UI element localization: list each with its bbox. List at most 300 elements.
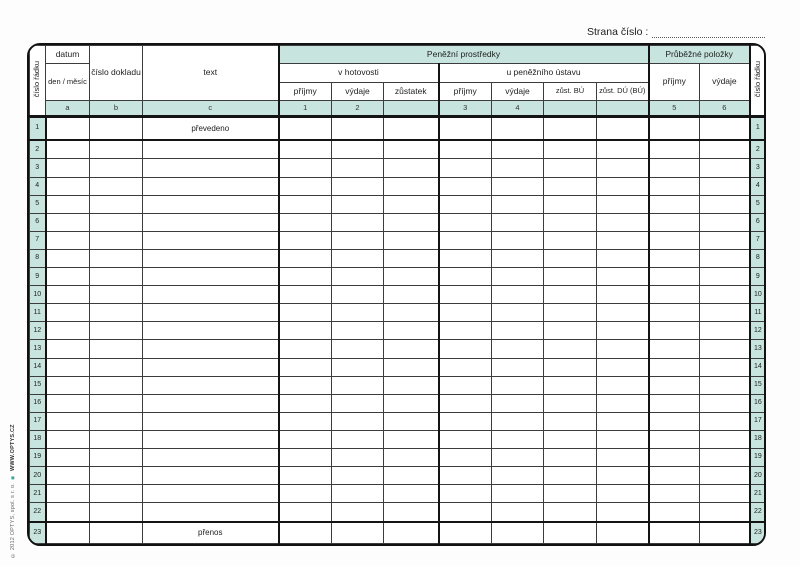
cell-prubezne-vydaje — [700, 268, 750, 286]
cell-hotovost-vydaje — [332, 177, 384, 195]
cell-prubezne-vydaje — [700, 177, 750, 195]
column-code-6: 6 — [700, 101, 750, 117]
cell-datum — [46, 322, 90, 340]
table-row — [30, 304, 766, 322]
row-number-right: 21 — [750, 485, 766, 503]
row-number-right: 13 — [750, 340, 766, 358]
cell-prubezne-prijmy — [649, 358, 700, 376]
row-number-right: 11 — [750, 304, 766, 322]
cell-zust-bu — [544, 159, 597, 177]
cell-text — [143, 448, 279, 466]
cell-hotovost-vydaje — [332, 231, 384, 249]
text-header: text — [143, 46, 279, 101]
cell-hotovost-vydaje — [332, 159, 384, 177]
column-code-b: b — [90, 101, 143, 117]
cell-prubezne-vydaje — [700, 467, 750, 485]
cell-zust-du — [597, 448, 649, 466]
cell-prubezne-prijmy — [649, 376, 700, 394]
cell-prubezne-vydaje — [700, 503, 750, 522]
cell-doklad — [90, 358, 143, 376]
row-number-right: 5 — [750, 195, 766, 213]
cell-zust-du — [597, 213, 649, 231]
prubezne-prijmy-header: příjmy — [649, 64, 700, 101]
row-number-left: 19 — [30, 448, 46, 466]
cell-hotovost-prijmy — [279, 503, 332, 522]
cell-doklad — [90, 268, 143, 286]
row-number-left: 6 — [30, 213, 46, 231]
row-number-right: 7 — [750, 231, 766, 249]
cell-hotovost-zustatek — [384, 117, 439, 140]
cell-prubezne-prijmy — [649, 117, 700, 140]
cell-doklad — [90, 117, 143, 140]
cell-zust-du — [597, 340, 649, 358]
table-row — [30, 485, 766, 503]
cell-zust-bu — [544, 412, 597, 430]
cell-ustav-vydaje — [492, 304, 544, 322]
cell-hotovost-zustatek — [384, 322, 439, 340]
cell-datum — [46, 159, 90, 177]
cell-hotovost-zustatek — [384, 159, 439, 177]
cell-prubezne-prijmy — [649, 430, 700, 448]
cell-zust-bu — [544, 503, 597, 522]
cell-prubezne-prijmy — [649, 268, 700, 286]
cell-ustav-prijmy — [439, 231, 492, 249]
cell-text — [143, 503, 279, 522]
cell-doklad — [90, 522, 143, 544]
cell-prubezne-prijmy — [649, 159, 700, 177]
cell-zust-bu — [544, 195, 597, 213]
table-row — [30, 268, 766, 286]
cell-zust-bu — [544, 231, 597, 249]
column-code-4: 4 — [492, 101, 544, 117]
cell-doklad — [90, 304, 143, 322]
hotovost-vydaje-header: výdaje — [332, 83, 384, 101]
row-number-left: 14 — [30, 358, 46, 376]
cell-prubezne-vydaje — [700, 140, 750, 159]
cell-prubezne-prijmy — [649, 286, 700, 304]
cell-text — [143, 394, 279, 412]
column-code-zustatek — [384, 101, 439, 117]
cell-prubezne-prijmy — [649, 522, 700, 544]
table-row — [30, 177, 766, 195]
cell-doklad — [90, 322, 143, 340]
cell-prubezne-prijmy — [649, 213, 700, 231]
cell-ustav-vydaje — [492, 358, 544, 376]
cell-hotovost-vydaje — [332, 340, 384, 358]
cell-zust-bu — [544, 358, 597, 376]
cell-ustav-vydaje — [492, 177, 544, 195]
cell-datum — [46, 485, 90, 503]
cell-prubezne-vydaje — [700, 231, 750, 249]
row-number-left: 4 — [30, 177, 46, 195]
cell-hotovost-vydaje — [332, 448, 384, 466]
column-code-a: a — [46, 101, 90, 117]
cell-datum — [46, 231, 90, 249]
cell-ustav-prijmy — [439, 117, 492, 140]
cell-text — [143, 213, 279, 231]
cell-zust-du — [597, 376, 649, 394]
cell-zust-bu — [544, 322, 597, 340]
cell-prubezne-vydaje — [700, 304, 750, 322]
row-number-right: 2 — [750, 140, 766, 159]
row-number-header-right: číslo řádku — [750, 46, 766, 117]
cell-ustav-prijmy — [439, 213, 492, 231]
cell-ustav-prijmy — [439, 503, 492, 522]
cell-prubezne-prijmy — [649, 448, 700, 466]
cell-hotovost-prijmy — [279, 522, 332, 544]
cell-hotovost-prijmy — [279, 195, 332, 213]
column-code-2: 2 — [332, 101, 384, 117]
cell-prubezne-prijmy — [649, 412, 700, 430]
cell-hotovost-zustatek — [384, 249, 439, 267]
cell-zust-du — [597, 268, 649, 286]
cell-text — [143, 430, 279, 448]
row-number-left: 12 — [30, 322, 46, 340]
column-code-5: 5 — [649, 101, 700, 117]
table-row — [30, 358, 766, 376]
v-hotovosti-header: v hotovosti — [279, 64, 439, 83]
cell-prubezne-prijmy — [649, 322, 700, 340]
cell-hotovost-zustatek — [384, 140, 439, 159]
cell-hotovost-prijmy — [279, 159, 332, 177]
cell-datum — [46, 177, 90, 195]
cell-zust-du — [597, 522, 649, 544]
cell-prubezne-prijmy — [649, 195, 700, 213]
cell-hotovost-zustatek — [384, 376, 439, 394]
cell-hotovost-prijmy — [279, 231, 332, 249]
cell-hotovost-prijmy — [279, 268, 332, 286]
cell-ustav-prijmy — [439, 286, 492, 304]
cell-hotovost-zustatek — [384, 412, 439, 430]
cell-hotovost-vydaje — [332, 286, 384, 304]
table-row — [30, 430, 766, 448]
cell-prubezne-vydaje — [700, 159, 750, 177]
cell-prubezne-vydaje — [700, 430, 750, 448]
datum-header: datum — [46, 46, 90, 64]
cell-hotovost-zustatek — [384, 485, 439, 503]
cell-datum — [46, 117, 90, 140]
cell-hotovost-vydaje — [332, 522, 384, 544]
cell-ustav-vydaje — [492, 286, 544, 304]
row-number-right: 4 — [750, 177, 766, 195]
table-row — [30, 503, 766, 522]
cell-doklad — [90, 394, 143, 412]
cell-text — [143, 159, 279, 177]
cell-hotovost-zustatek — [384, 522, 439, 544]
column-code-zust-bu — [544, 101, 597, 117]
cell-text — [143, 485, 279, 503]
cell-ustav-prijmy — [439, 467, 492, 485]
cell-text — [143, 322, 279, 340]
cell-ustav-prijmy — [439, 394, 492, 412]
cell-hotovost-zustatek — [384, 177, 439, 195]
cell-hotovost-vydaje — [332, 268, 384, 286]
row-number-left: 9 — [30, 268, 46, 286]
publisher-note — [7, 411, 19, 558]
cell-zust-bu — [544, 485, 597, 503]
page-number-field — [587, 26, 765, 38]
cell-ustav-prijmy — [439, 159, 492, 177]
cell-zust-bu — [544, 249, 597, 267]
publisher-website: WWW.OPTYS.CZ — [10, 424, 16, 471]
cell-ustav-vydaje — [492, 376, 544, 394]
cell-zust-du — [597, 231, 649, 249]
cell-ustav-vydaje — [492, 503, 544, 522]
cell-datum — [46, 340, 90, 358]
row-number-right: 22 — [750, 503, 766, 522]
row-number-right: 20 — [750, 467, 766, 485]
cell-zust-bu — [544, 177, 597, 195]
table-row — [30, 412, 766, 430]
cell-datum — [46, 140, 90, 159]
cell-datum — [46, 213, 90, 231]
cell-zust-du — [597, 304, 649, 322]
row-number-left: 20 — [30, 467, 46, 485]
cell-hotovost-prijmy — [279, 117, 332, 140]
cell-zust-bu — [544, 448, 597, 466]
cell-prubezne-vydaje — [700, 412, 750, 430]
cell-hotovost-zustatek — [384, 394, 439, 412]
cell-ustav-prijmy — [439, 522, 492, 544]
cell-hotovost-vydaje — [332, 358, 384, 376]
cell-hotovost-prijmy — [279, 213, 332, 231]
cell-zust-du — [597, 117, 649, 140]
cell-zust-bu — [544, 430, 597, 448]
cell-datum — [46, 503, 90, 522]
column-code-row — [30, 101, 766, 117]
cell-doklad — [90, 503, 143, 522]
row-number-right: 9 — [750, 268, 766, 286]
cell-doklad — [90, 195, 143, 213]
cell-hotovost-vydaje — [332, 322, 384, 340]
column-code-c: c — [143, 101, 279, 117]
cell-text — [143, 467, 279, 485]
cell-prubezne-vydaje — [700, 340, 750, 358]
cell-text: převedeno — [143, 117, 279, 140]
cell-doklad — [90, 231, 143, 249]
cell-hotovost-vydaje — [332, 304, 384, 322]
cell-text — [143, 140, 279, 159]
cell-hotovost-prijmy — [279, 322, 332, 340]
cell-prubezne-vydaje — [700, 322, 750, 340]
cell-ustav-vydaje — [492, 322, 544, 340]
cash-journal-table — [27, 43, 766, 546]
prubezne-polozky-header: Průběžné položky — [649, 46, 750, 64]
cell-datum — [46, 467, 90, 485]
cell-zust-du — [597, 503, 649, 522]
cell-zust-du — [597, 394, 649, 412]
cell-text: přenos — [143, 522, 279, 544]
cell-ustav-prijmy — [439, 340, 492, 358]
cell-prubezne-vydaje — [700, 448, 750, 466]
cell-hotovost-zustatek — [384, 448, 439, 466]
cell-doklad — [90, 159, 143, 177]
cell-hotovost-zustatek — [384, 358, 439, 376]
cell-hotovost-vydaje — [332, 467, 384, 485]
table-row — [30, 159, 766, 177]
cell-zust-bu — [544, 394, 597, 412]
cell-ustav-vydaje — [492, 394, 544, 412]
cell-hotovost-zustatek — [384, 231, 439, 249]
cell-hotovost-zustatek — [384, 430, 439, 448]
cell-hotovost-vydaje — [332, 249, 384, 267]
cell-ustav-vydaje — [492, 485, 544, 503]
cell-zust-du — [597, 177, 649, 195]
cell-datum — [46, 430, 90, 448]
cell-ustav-vydaje — [492, 159, 544, 177]
cell-zust-bu — [544, 340, 597, 358]
cell-datum — [46, 268, 90, 286]
cell-ustav-vydaje — [492, 140, 544, 159]
cell-text — [143, 376, 279, 394]
row-number-left: 15 — [30, 376, 46, 394]
cell-zust-bu — [544, 268, 597, 286]
row-number-left: 13 — [30, 340, 46, 358]
cell-datum — [46, 522, 90, 544]
row-number-header-left: číslo řádku — [30, 46, 46, 117]
cell-prubezne-vydaje — [700, 286, 750, 304]
zust-du-header: zůst. DÚ (BÚ) — [597, 83, 649, 101]
cell-zust-du — [597, 412, 649, 430]
cell-ustav-prijmy — [439, 358, 492, 376]
cell-hotovost-prijmy — [279, 358, 332, 376]
cell-prubezne-prijmy — [649, 304, 700, 322]
cell-doklad — [90, 286, 143, 304]
table-row — [30, 140, 766, 159]
cell-prubezne-vydaje — [700, 394, 750, 412]
row-number-left: 16 — [30, 394, 46, 412]
table-row — [30, 376, 766, 394]
cell-text — [143, 231, 279, 249]
cell-doklad — [90, 448, 143, 466]
cell-doklad — [90, 140, 143, 159]
cell-hotovost-prijmy — [279, 177, 332, 195]
cell-zust-bu — [544, 213, 597, 231]
cell-hotovost-prijmy — [279, 140, 332, 159]
prubezne-vydaje-header: výdaje — [700, 64, 750, 101]
cell-hotovost-zustatek — [384, 467, 439, 485]
cell-ustav-prijmy — [439, 177, 492, 195]
cell-zust-bu — [544, 467, 597, 485]
cell-prubezne-vydaje — [700, 195, 750, 213]
row-number-right: 1 — [750, 117, 766, 140]
table-row — [30, 340, 766, 358]
cell-prubezne-vydaje — [700, 485, 750, 503]
cell-doklad — [90, 376, 143, 394]
row-number-left: 22 — [30, 503, 46, 522]
cell-hotovost-zustatek — [384, 195, 439, 213]
strana-dotted-line — [652, 26, 765, 38]
ustav-vydaje-header: výdaje — [492, 83, 544, 101]
table-row — [30, 467, 766, 485]
row-number-right: 14 — [750, 358, 766, 376]
row-number-right: 17 — [750, 412, 766, 430]
cell-prubezne-prijmy — [649, 485, 700, 503]
cell-ustav-vydaje — [492, 340, 544, 358]
cell-text — [143, 358, 279, 376]
row-number-right: 6 — [750, 213, 766, 231]
bullet-icon: ■ — [10, 473, 16, 480]
cell-hotovost-zustatek — [384, 304, 439, 322]
row-number-left: 8 — [30, 249, 46, 267]
cell-hotovost-vydaje — [332, 117, 384, 140]
cell-datum — [46, 195, 90, 213]
cell-doklad — [90, 467, 143, 485]
cell-doklad — [90, 213, 143, 231]
cell-hotovost-zustatek — [384, 213, 439, 231]
cell-zust-du — [597, 485, 649, 503]
cell-hotovost-vydaje — [332, 430, 384, 448]
row-number-left: 3 — [30, 159, 46, 177]
cell-hotovost-vydaje — [332, 394, 384, 412]
copyright-text: © 2012 OPTYS, spol. s r. o. — [10, 483, 16, 558]
cell-prubezne-prijmy — [649, 177, 700, 195]
ledger-rows — [30, 117, 766, 544]
cell-text — [143, 286, 279, 304]
cell-datum — [46, 304, 90, 322]
cell-ustav-vydaje — [492, 522, 544, 544]
row-number-left: 18 — [30, 430, 46, 448]
row-number-right: 12 — [750, 322, 766, 340]
cell-ustav-vydaje — [492, 448, 544, 466]
cell-prubezne-prijmy — [649, 394, 700, 412]
zust-bu-header: zůst. BÚ — [544, 83, 597, 101]
cell-zust-bu — [544, 140, 597, 159]
cell-ustav-vydaje — [492, 268, 544, 286]
cell-zust-du — [597, 286, 649, 304]
cell-ustav-vydaje — [492, 195, 544, 213]
cell-zust-du — [597, 358, 649, 376]
den-mesic-header: den / měsíc — [46, 64, 90, 101]
table-row — [30, 394, 766, 412]
cell-zust-bu — [544, 286, 597, 304]
ledger-grid — [29, 45, 766, 544]
cell-hotovost-vydaje — [332, 140, 384, 159]
table-row — [30, 117, 766, 140]
row-number-left: 21 — [30, 485, 46, 503]
ustav-prijmy-header: příjmy — [439, 83, 492, 101]
cell-hotovost-prijmy — [279, 249, 332, 267]
cell-hotovost-zustatek — [384, 268, 439, 286]
cell-prubezne-vydaje — [700, 213, 750, 231]
cell-zust-du — [597, 430, 649, 448]
cell-hotovost-prijmy — [279, 340, 332, 358]
row-number-left: 5 — [30, 195, 46, 213]
row-number-left: 7 — [30, 231, 46, 249]
cell-prubezne-prijmy — [649, 503, 700, 522]
cell-ustav-prijmy — [439, 322, 492, 340]
cell-hotovost-vydaje — [332, 485, 384, 503]
cell-text — [143, 177, 279, 195]
cell-text — [143, 340, 279, 358]
u-penezniho-ustavu-header: u peněžního ústavu — [439, 64, 649, 83]
cell-doklad — [90, 340, 143, 358]
cell-ustav-vydaje — [492, 430, 544, 448]
table-row — [30, 522, 766, 544]
row-number-left: 11 — [30, 304, 46, 322]
strana-label: Strana číslo : — [587, 26, 649, 38]
table-row — [30, 213, 766, 231]
cell-text — [143, 304, 279, 322]
cell-hotovost-vydaje — [332, 195, 384, 213]
row-number-right: 18 — [750, 430, 766, 448]
cell-hotovost-prijmy — [279, 448, 332, 466]
cell-ustav-vydaje — [492, 412, 544, 430]
column-code-3: 3 — [439, 101, 492, 117]
cell-ustav-vydaje — [492, 249, 544, 267]
cell-hotovost-vydaje — [332, 503, 384, 522]
row-number-right: 23 — [750, 522, 766, 544]
